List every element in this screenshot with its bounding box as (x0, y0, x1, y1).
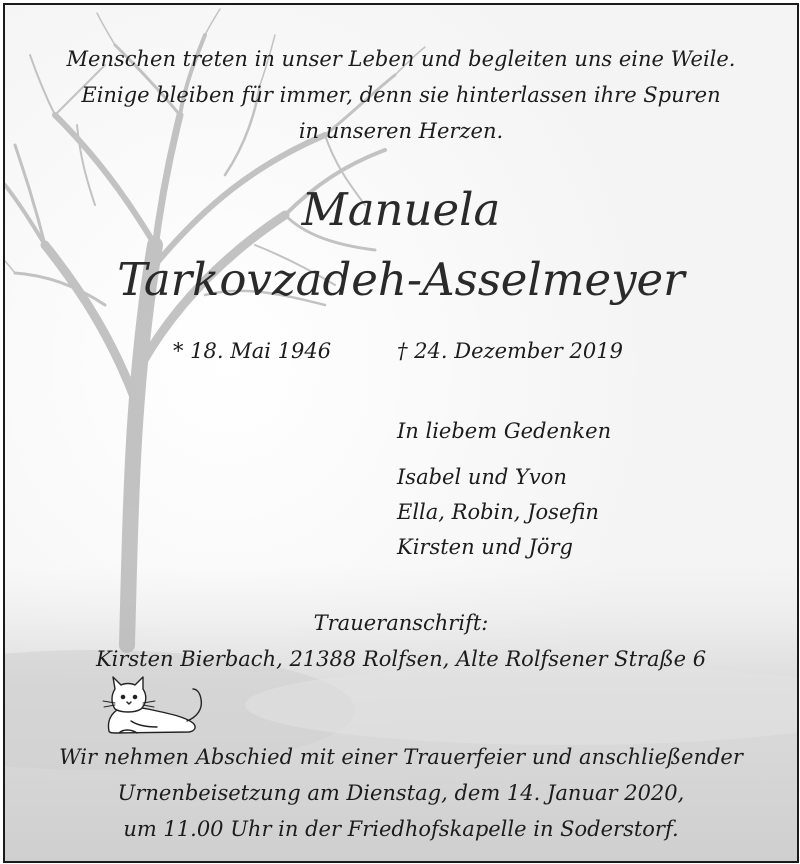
address-line: Kirsten Bierbach, 21388 Rolfsen, Alte Rolfsener Straße 6 (95, 647, 707, 671)
farewell-line-2: Urnenbeisetzung am Dienstag, dem 14. Januar 2020, (117, 781, 685, 805)
poem-line-2: Einige bleiben für immer, denn sie hinterlassen ihre Spuren (81, 83, 721, 107)
death-date: † 24. Dezember 2019 (397, 339, 623, 363)
farewell-line-3: um 11.00 Uhr in der Friedhofskapelle in Soderstorf. (123, 817, 679, 841)
mourner-name: Ella, Robin, Josefin (397, 500, 599, 524)
farewell-line-1: Wir nehmen Abschied mit einer Trauerfeier und anschließender (59, 745, 743, 769)
birth-date: * 18. Mai 1946 (173, 339, 332, 363)
poem-line-3: in unseren Herzen. (298, 119, 504, 143)
obituary-card (3, 3, 799, 863)
poem-line-1: Menschen treten in unser Leben und begleiten uns eine Weile. (66, 47, 736, 71)
address-label: Traueranschrift: (313, 611, 489, 635)
cat-icon (101, 673, 211, 737)
deceased-last-name: Tarkovzadeh-Asselmeyer (117, 253, 685, 306)
deceased-first-name: Manuela (301, 183, 501, 236)
mourners-intro: In liebem Gedenken (397, 419, 612, 443)
mourner-name: Isabel und Yvon (397, 465, 567, 489)
mourner-name: Kirsten und Jörg (397, 535, 573, 559)
